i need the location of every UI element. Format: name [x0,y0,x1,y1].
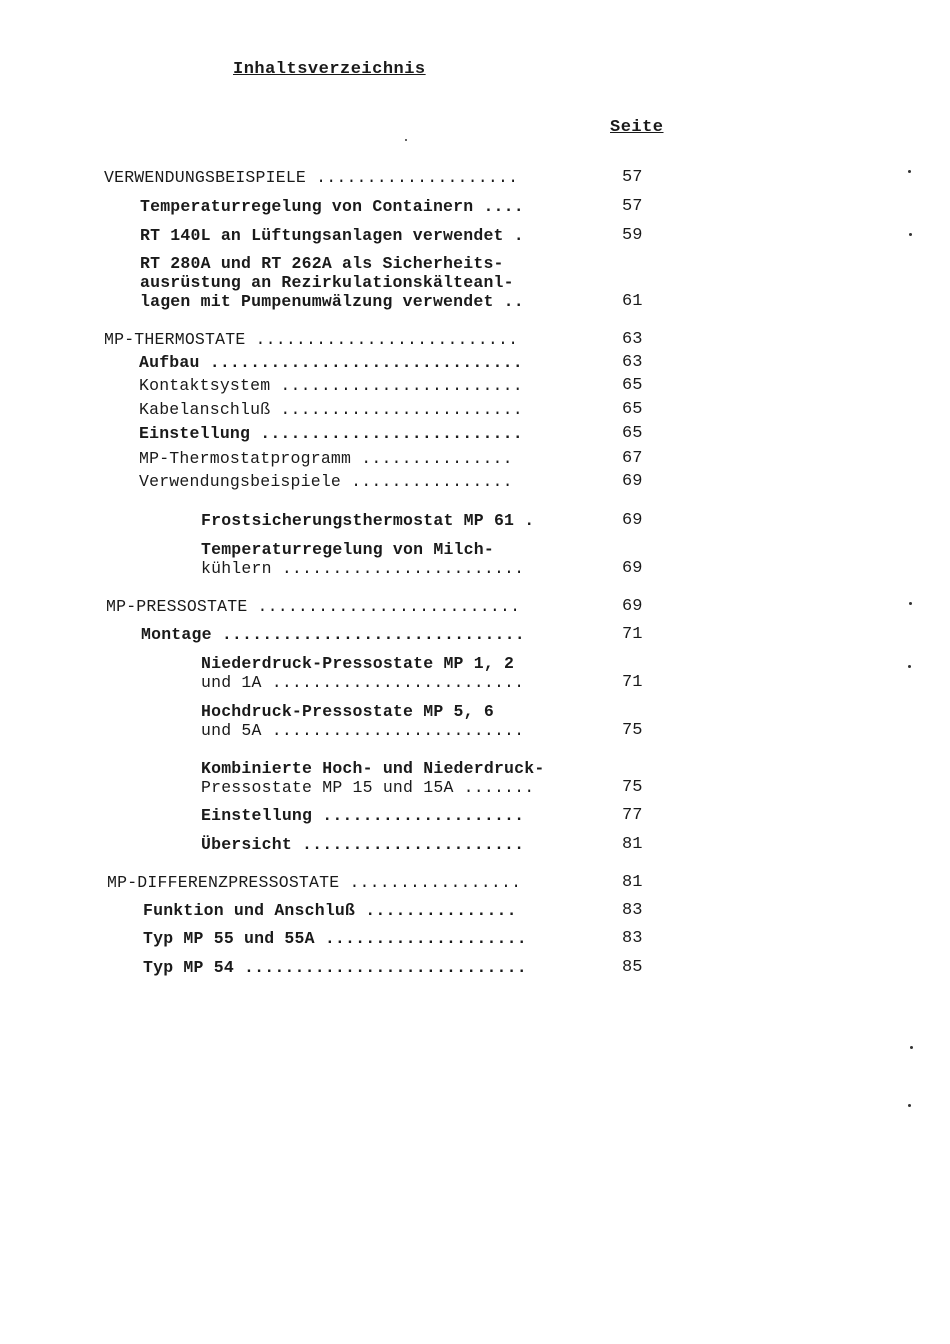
scan-speck [910,1046,913,1049]
toc-page-number: 65 [622,400,643,419]
toc-page-number: 57 [622,168,643,187]
page-column-header: Seite [610,118,664,137]
toc-section-mp-thermostate: MP-THERMOSTATE .......................... [104,330,519,349]
toc-page-number: 69 [622,559,643,578]
toc-page-number: 85 [622,958,643,977]
toc-page-number: 59 [622,226,643,245]
toc-subentry-continued: Pressostate MP 15 und 15A ....... [201,778,535,797]
toc-page-number: 71 [622,673,643,692]
toc-page-number: 61 [622,292,643,311]
document-title: Inhaltsverzeichnis [233,60,426,79]
toc-page-number: 83 [622,901,643,920]
toc-section-mp-differenzpressostate: MP-DIFFERENZPRESSOSTATE ................. [107,873,522,892]
toc-entry: Kabelanschluß ........................ [139,400,523,419]
toc-page-number: 69 [622,511,643,530]
toc-entry: Aufbau ............................... [139,353,523,372]
toc-entry-continued: ausrüstung an Rezirkulationskälteanl- [140,273,514,292]
toc-page-number: 65 [622,376,643,395]
toc-section-mp-pressostate: MP-PRESSOSTATE .......................... [106,597,521,616]
toc-entry: MP-Thermostatprogramm ............... [139,449,513,468]
toc-subentry-continued: kühlern ........................ [201,559,525,578]
toc-entry: Einstellung .......................... [139,424,523,443]
scan-speck [908,665,911,668]
toc-page-number: 69 [622,472,643,491]
toc-page-number: 81 [622,873,643,892]
toc-page-number: 77 [622,806,643,825]
toc-page-number: 81 [622,835,643,854]
toc-entry: Funktion und Anschluß ............... [143,901,517,920]
toc-page-number: 71 [622,625,643,644]
toc-subentry-continued: und 5A ......................... [201,721,525,740]
toc-subentry: Kombinierte Hoch- und Niederdruck- [201,759,545,778]
toc-entry: Montage .............................. [141,625,525,644]
toc-page-number: 65 [622,424,643,443]
toc-section-verwendungsbeispiele: VERWENDUNGSBEISPIELE .................... [104,168,519,187]
toc-subentry: Niederdruck-Pressostate MP 1, 2 [201,654,515,673]
scan-speck [908,1104,911,1107]
toc-entry: Kontaktsystem ........................ [139,376,523,395]
scan-speck [908,170,911,173]
scan-speck [909,233,912,236]
toc-entry: RT 140L an Lüftungsanlagen verwendet . [140,226,524,245]
toc-page-number: 83 [622,929,643,948]
toc-subentry: Einstellung .................... [201,806,525,825]
toc-page-number: 63 [622,353,643,372]
toc-page-number: 57 [622,197,643,216]
toc-subentry-continued: und 1A ......................... [201,673,525,692]
toc-page-number: 75 [622,778,643,797]
scan-speck [405,139,407,141]
toc-page-number: 63 [622,330,643,349]
toc-entry-continued: lagen mit Pumpenumwälzung verwendet .. [140,292,524,311]
toc-entry: Typ MP 54 ............................ [143,958,527,977]
toc-subentry: Hochdruck-Pressostate MP 5, 6 [201,702,494,721]
toc-page-number: 69 [622,597,643,616]
toc-subentry: Temperaturregelung von Milch- [201,540,494,559]
toc-entry: RT 280A und RT 262A als Sicherheits- [140,254,504,273]
toc-subentry: Übersicht ...................... [201,835,525,854]
toc-page-number: 75 [622,721,643,740]
toc-entry: Temperaturregelung von Containern .... [140,197,524,216]
toc-subentry: Frostsicherungsthermostat MP 61 . [201,511,535,530]
toc-entry: Typ MP 55 und 55A .................... [143,929,527,948]
toc-page-number: 67 [622,449,643,468]
scan-speck [909,602,912,605]
toc-entry: Verwendungsbeispiele ................ [139,472,513,491]
